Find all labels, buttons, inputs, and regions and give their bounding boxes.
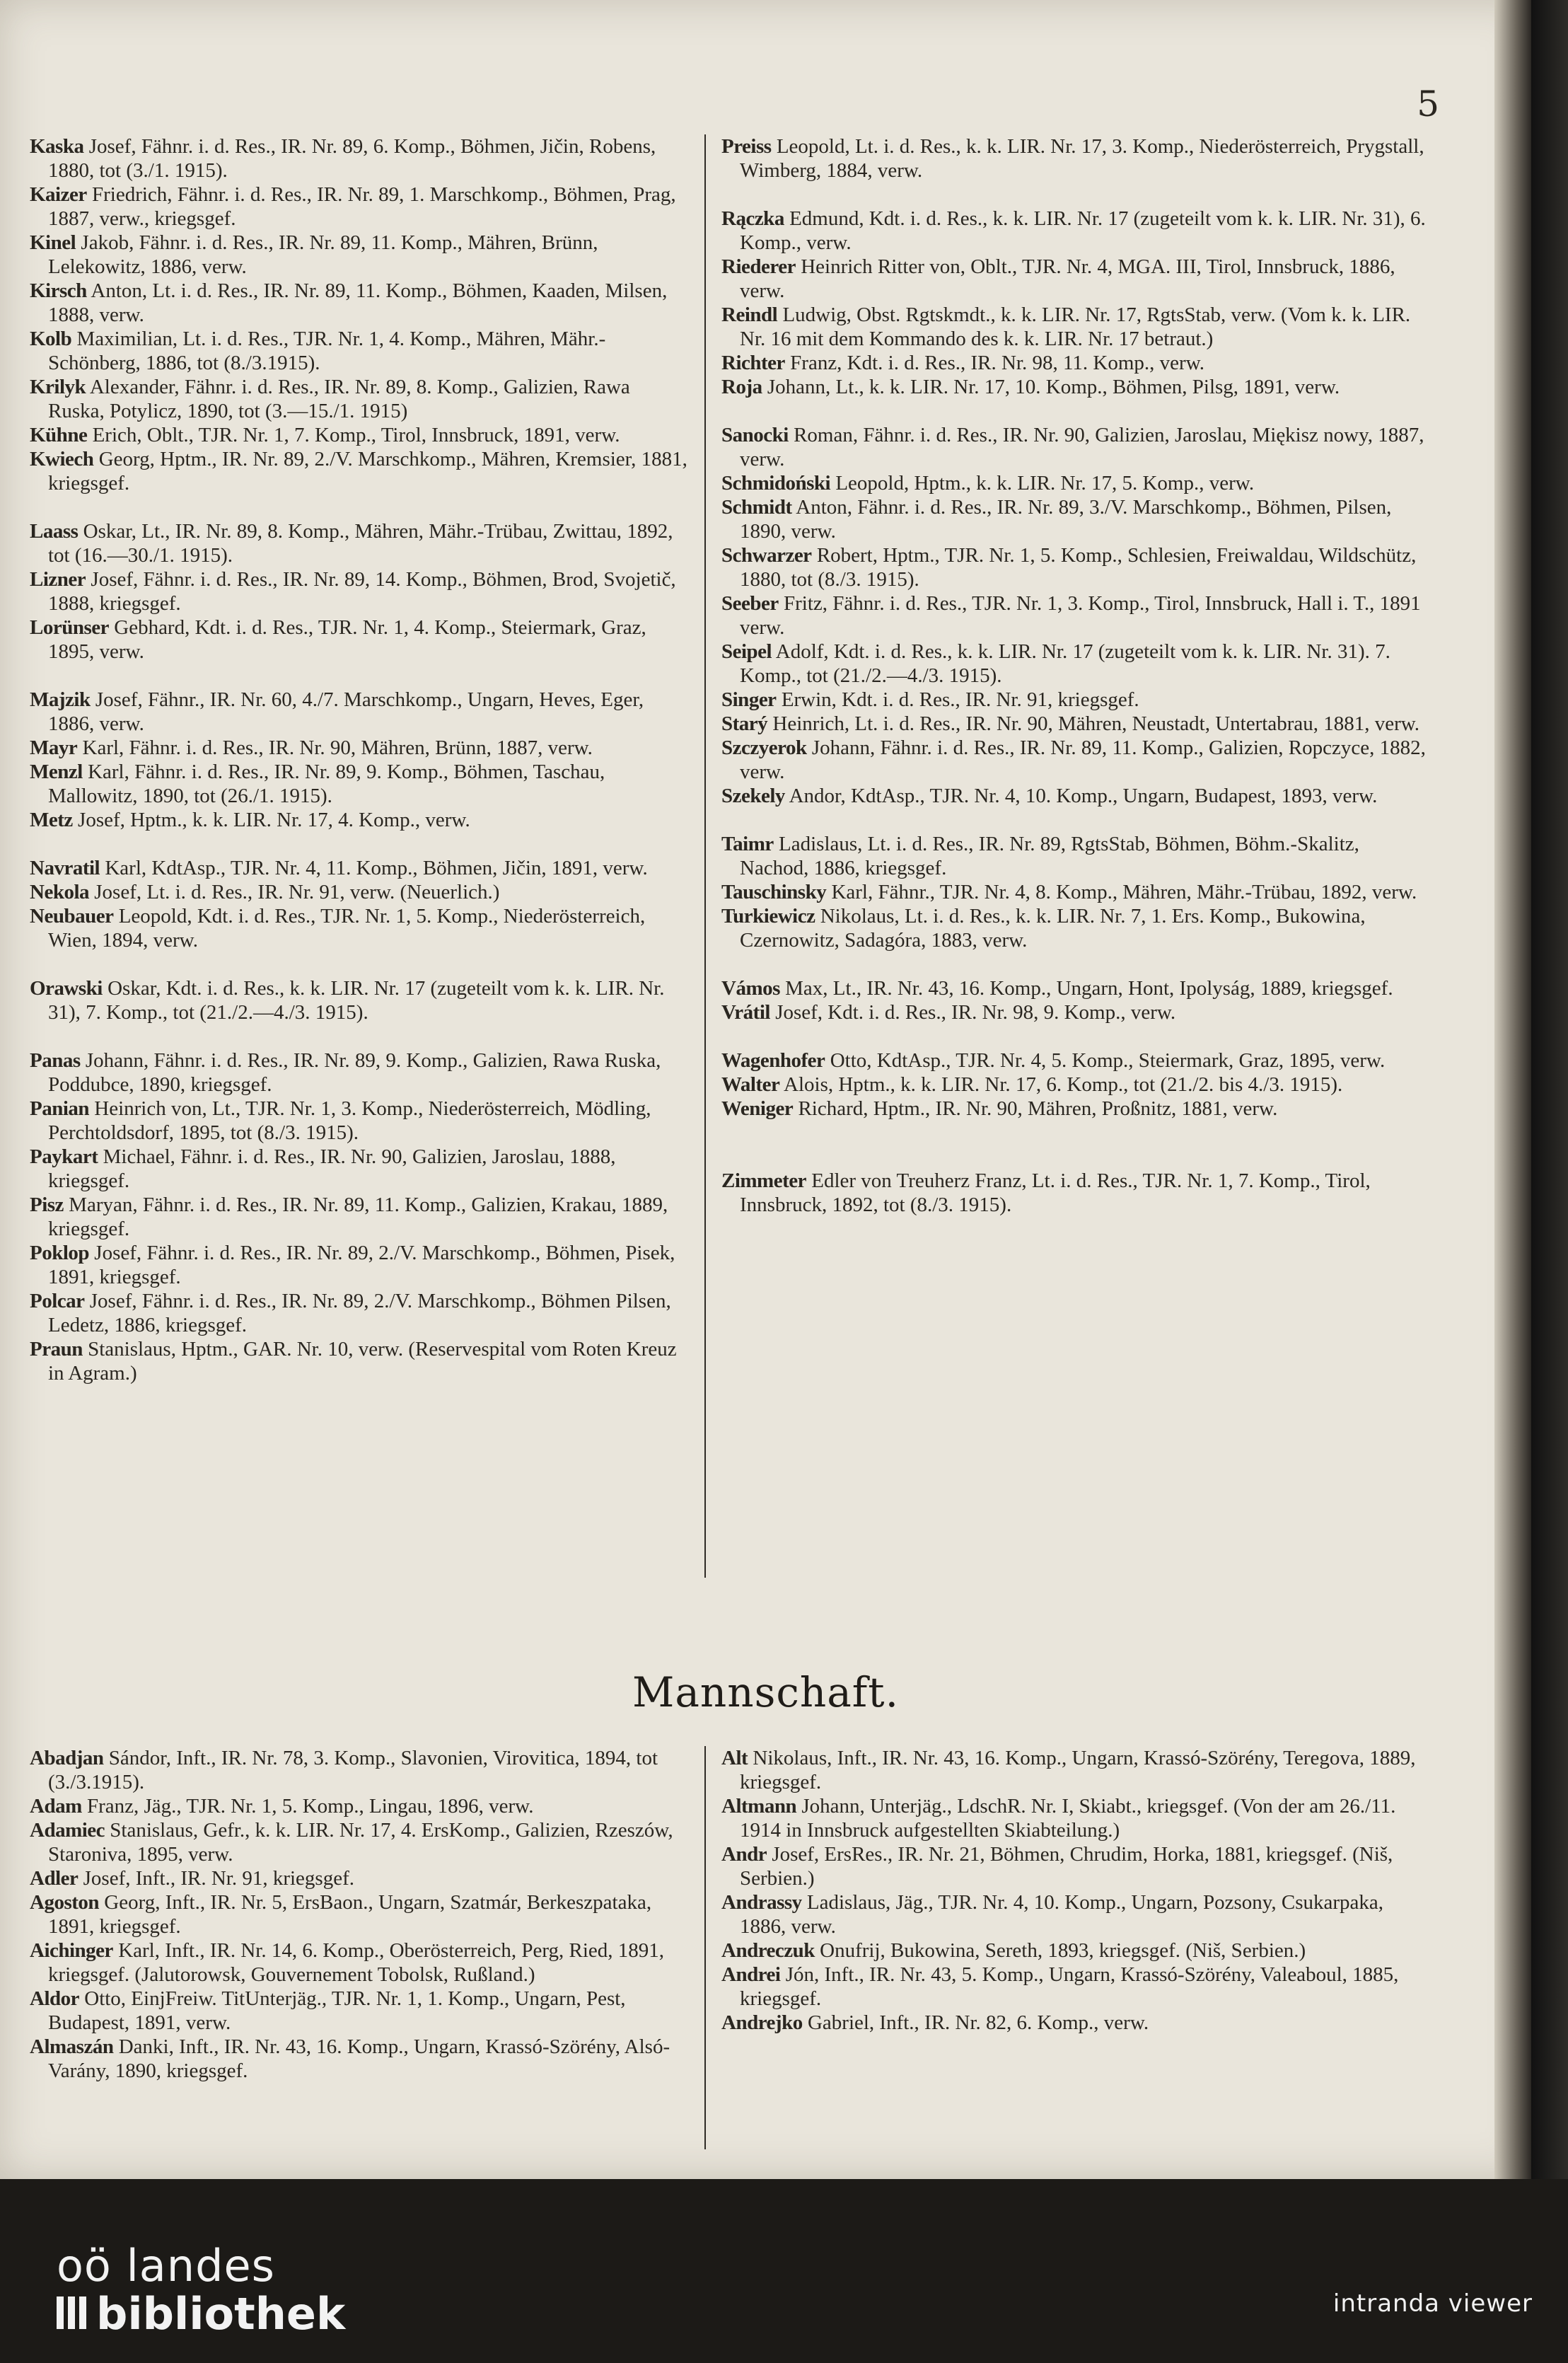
- entry-surname: Paykart: [30, 1145, 98, 1168]
- entry-surname: Kaska: [30, 135, 84, 158]
- entry-surname: Praun: [30, 1338, 83, 1360]
- entry-surname: Pisz: [30, 1194, 64, 1216]
- logo-line-2: [57, 2289, 345, 2339]
- entry-details: Nikolaus, Lt. i. d. Res., k. k. LIR. Nr. 7, 1. Ers. Komp., Bukowina, Czernowitz, Sadagóra, 1883, verw.: [740, 905, 1366, 952]
- entry-details: Karl, Fähnr. i. d. Res., IR. Nr. 90, Mähren, Brünn, 1887, verw.: [77, 736, 593, 759]
- roster-entry: [721, 1842, 1429, 1890]
- entry-details: Johann, Fähnr. i. d. Res., IR. Nr. 89, 11. Komp., Galizien, Ropczyce, 1882, verw.: [740, 736, 1426, 783]
- roster-entry: [30, 2035, 687, 2083]
- entry-details: Leopold, Hptm., k. k. LIR. Nr. 17, 5. Komp., verw.: [830, 472, 1255, 495]
- entry-surname: Nekola: [30, 881, 89, 903]
- entry-details: Franz, Jäg., TJR. Nr. 1, 5. Komp., Lingau, 1896, verw.: [81, 1795, 534, 1818]
- entry-details: Anton, Fähnr. i. d. Res., IR. Nr. 89, 3./V. Marschkomp., Böhmen, Pilsen, 1890, verw.: [740, 496, 1392, 543]
- entry-surname: Szczyerok: [721, 736, 807, 759]
- roster-entry: [30, 447, 687, 495]
- entry-surname: Alt: [721, 1747, 748, 1769]
- entry-surname: Neubauer: [30, 905, 114, 928]
- entry-details: Gabriel, Inft., IR. Nr. 82, 6. Komp., verw.: [802, 2011, 1149, 2034]
- entry-details: Friedrich, Fähnr. i. d. Res., IR. Nr. 89, 1. Marschkomp., Böhmen, Prag, 1887, verw., kriegsgef.: [48, 183, 676, 230]
- entry-spacer: [30, 1024, 687, 1048]
- column-divider: [704, 134, 706, 1578]
- entry-details: Ludwig, Obst. Rgtskmdt., k. k. LIR. Nr. 17, RgtsStab, verw. (Vom k. k. LIR. Nr. 16 mit dem Kommando des k. k. LIR. Nr. 17 betraut.): [740, 304, 1411, 350]
- roster-entry: [30, 1890, 687, 1939]
- entry-details: Stanislaus, Hptm., GAR. Nr. 10, verw. (Reservespital vom Roten Kreuz in Agram.): [48, 1338, 677, 1385]
- roster-entry: [721, 303, 1429, 351]
- entry-details: Franz, Kdt. i. d. Res., IR. Nr. 98, 11. Komp., verw.: [784, 352, 1205, 374]
- entry-surname: Aldor: [30, 1987, 79, 2010]
- entry-surname: Laass: [30, 520, 79, 543]
- roster-entry: [721, 976, 1429, 1000]
- entry-surname: Taimr: [721, 833, 774, 855]
- entry-spacer: [721, 183, 1429, 207]
- entry-details: Josef, Kdt. i. d. Res., IR. Nr. 98, 9. Komp., verw.: [770, 1001, 1176, 1024]
- entry-details: Georg, Inft., IR. Nr. 5, ErsBaon., Ungarn, Szatmár, Berkeszpataka, 1891, kriegsgef.: [48, 1891, 652, 1938]
- entry-details: Edmund, Kdt. i. d. Res., k. k. LIR. Nr. 17 (zugeteilt vom k. k. LIR. Nr. 31), 6. Komp., verw.: [740, 207, 1426, 254]
- entry-details: Edler von Treuherz Franz, Lt. i. d. Res., TJR. Nr. 1, 7. Komp., Tirol, Innsbruck, 1892, tot (8./3. 1915).: [740, 1169, 1371, 1216]
- entry-details: Karl, Fähnr. i. d. Res., IR. Nr. 89, 9. Komp., Böhmen, Taschau, Mallowitz, 1890, tot (26./1. 1915).: [48, 761, 605, 807]
- entry-surname: Richter: [721, 352, 785, 374]
- roster-entry: [30, 519, 687, 567]
- roster-entry: [30, 1337, 687, 1385]
- roster-entry: [30, 279, 687, 327]
- entry-surname: Aichinger: [30, 1939, 113, 1962]
- roster-entry: [30, 1746, 687, 1794]
- roster-entry: [30, 760, 687, 808]
- roster-entry: [721, 904, 1429, 952]
- entry-surname: Orawski: [30, 977, 103, 1000]
- entry-details: Oskar, Kdt. i. d. Res., k. k. LIR. Nr. 17 (zugeteilt vom k. k. LIR. Nr. 31), 7. Komp., tot (21./2.—4./3. 1915).: [48, 977, 665, 1024]
- entry-surname: Kirsch: [30, 279, 87, 302]
- entry-details: Josef, Fähnr., IR. Nr. 60, 4./7. Marschkomp., Ungarn, Heves, Eger, 1886, verw.: [48, 688, 644, 735]
- roster-entry: [30, 904, 687, 952]
- entry-surname: Adam: [30, 1795, 82, 1818]
- page-number: 5: [1417, 83, 1439, 125]
- entry-details: Fritz, Fähnr. i. d. Res., TJR. Nr. 1, 3. Komp., Tirol, Innsbruck, Hall i. T., 1891 verw.: [740, 592, 1421, 639]
- entry-details: Erwin, Kdt. i. d. Res., IR. Nr. 91, kriegsgef.: [776, 688, 1139, 711]
- entry-surname: Zimmeter: [721, 1169, 806, 1192]
- entry-details: Robert, Hptm., TJR. Nr. 1, 5. Komp., Schlesien, Freiwaldau, Wildschütz, 1880, tot (8./3. 1915).: [740, 544, 1417, 591]
- entry-surname: Schwarzer: [721, 544, 812, 567]
- roster-entry: [30, 1241, 687, 1289]
- roster-entry: [30, 1818, 687, 1866]
- officer-list-right: [721, 134, 1429, 1217]
- entry-details: Jón, Inft., IR. Nr. 43, 5. Komp., Ungarn, Krassó-Szörény, Valeaboul, 1885, kriegsgef.: [740, 1963, 1399, 2010]
- entry-surname: Wagenhofer: [721, 1049, 825, 1072]
- entry-details: Ladislaus, Jäg., TJR. Nr. 4, 10. Komp., Ungarn, Pozsony, Csukarpaka, 1886, verw.: [740, 1891, 1384, 1938]
- entry-surname: Kolb: [30, 328, 72, 350]
- entry-surname: Sanocki: [721, 424, 789, 446]
- entry-details: Josef, Fähnr. i. d. Res., IR. Nr. 89, 2./V. Marschkomp., Böhmen, Pisek, 1891, kriegsgef.: [48, 1242, 675, 1288]
- entry-spacer: [30, 495, 687, 519]
- roster-entry: [30, 1939, 687, 1987]
- entry-surname: Schmidt: [721, 496, 792, 519]
- roster-entry: [721, 832, 1429, 880]
- mannschaft-list-right: [721, 1746, 1429, 2035]
- roster-entry: [721, 471, 1429, 495]
- entry-spacer: [721, 1145, 1429, 1169]
- entry-details: Karl, Inft., IR. Nr. 14, 6. Komp., Oberösterreich, Perg, Ried, 1891, kriegsgef. (Jalutorowsk, Gouvernement Tobolsk, Rußland.): [48, 1939, 665, 1986]
- roster-entry: [721, 1746, 1429, 1794]
- entry-surname: Starý: [721, 712, 768, 735]
- entry-details: Alexander, Fähnr. i. d. Res., IR. Nr. 89, 8. Komp., Galizien, Rawa Ruska, Potylicz, 1890, tot (3.—15./1. 1915): [48, 376, 630, 422]
- entry-surname: Riederer: [721, 255, 796, 278]
- entry-surname: Szekely: [721, 785, 785, 807]
- entry-details: Jakob, Fähnr. i. d. Res., IR. Nr. 89, 11. Komp., Mähren, Brünn, Lelekowitz, 1886, verw.: [48, 231, 598, 278]
- viewer-brand-label[interactable]: intranda viewer: [1332, 2289, 1533, 2318]
- entry-details: Adolf, Kdt. i. d. Res., k. k. LIR. Nr. 17 (zugeteilt vom k. k. LIR. Nr. 31). 7. Komp., tot (21./2.—4./3. 1915).: [740, 640, 1390, 687]
- entry-surname: Andr: [721, 1843, 767, 1866]
- entry-details: Leopold, Lt. i. d. Res., k. k. LIR. Nr. 17, 3. Komp., Niederösterreich, Prygstall, Wimberg, 1884, verw.: [740, 135, 1424, 182]
- book-spine: [1531, 0, 1568, 2363]
- roster-entry: [721, 591, 1429, 640]
- entry-surname: Mayr: [30, 736, 78, 759]
- entry-details: Josef, ErsRes., IR. Nr. 21, Böhmen, Chrudim, Horka, 1881, kriegsgef. (Niš, Serbien.): [740, 1843, 1393, 1890]
- roster-entry: [30, 976, 687, 1024]
- entry-surname: Vámos: [721, 977, 780, 1000]
- entry-surname: Seipel: [721, 640, 772, 663]
- entry-surname: Andrejko: [721, 2011, 803, 2034]
- entry-details: Johann, Lt., k. k. LIR. Nr. 17, 10. Komp., Böhmen, Pilsg, 1891, verw.: [762, 376, 1340, 398]
- entry-surname: Schmidoński: [721, 472, 831, 495]
- entry-details: Heinrich von, Lt., TJR. Nr. 1, 3. Komp., Niederösterreich, Mödling, Perchtoldsdorf, 1895, tot (8./3. 1915).: [48, 1097, 651, 1144]
- roster-entry: [721, 1890, 1429, 1939]
- entry-details: Maximilian, Lt. i. d. Res., TJR. Nr. 1, 4. Komp., Mähren, Mähr.-Schönberg, 1886, tot (8./3.1915).: [48, 328, 606, 374]
- entry-details: Gebhard, Kdt. i. d. Res., TJR. Nr. 1, 4. Komp., Steiermark, Graz, 1895, verw.: [48, 616, 646, 663]
- entry-surname: Poklop: [30, 1242, 90, 1264]
- entry-details: Richard, Hptm., IR. Nr. 90, Mähren, Proßnitz, 1881, verw.: [793, 1097, 1278, 1120]
- section-heading: Mannschaft.: [632, 1668, 900, 1716]
- entry-details: Leopold, Kdt. i. d. Res., TJR. Nr. 1, 5. Komp., Niederösterreich, Wien, 1894, verw.: [48, 905, 646, 952]
- entry-details: Ladislaus, Lt. i. d. Res., IR. Nr. 89, RgtsStab, Böhmen, Böhm.-Skalitz, Nachod, 1886, kriegsgef.: [740, 833, 1359, 879]
- library-logo[interactable]: [57, 2240, 346, 2340]
- entry-details: Alois, Hptm., k. k. LIR. Nr. 17, 6. Komp., tot (21./2. bis 4./3. 1915).: [779, 1073, 1343, 1096]
- entry-surname: Panas: [30, 1049, 81, 1072]
- entry-details: Karl, Fähnr., TJR. Nr. 4, 8. Komp., Mähren, Mähr.-Trübau, 1892, verw.: [826, 881, 1417, 903]
- entry-surname: Singer: [721, 688, 777, 711]
- entry-surname: Lorünser: [30, 616, 109, 639]
- roster-entry: [721, 736, 1429, 784]
- entry-details: Max, Lt., IR. Nr. 43, 16. Komp., Ungarn, Hont, Ipolyság, 1889, kriegsgef.: [779, 977, 1393, 1000]
- entry-spacer: [721, 808, 1429, 832]
- column-divider-lower: [704, 1746, 706, 2149]
- roster-entry: [721, 134, 1429, 183]
- entry-surname: Andreczuk: [721, 1939, 815, 1962]
- roster-entry: [30, 1145, 687, 1193]
- roster-entry: [30, 567, 687, 616]
- entry-details: Roman, Fähnr. i. d. Res., IR. Nr. 90, Galizien, Jaroslau, Miękisz nowy, 1887, verw.: [740, 424, 1424, 470]
- entry-details: Danki, Inft., IR. Nr. 43, 16. Komp., Ungarn, Krassó-Szörény, Alsó-Varány, 1890, kriegsgef.: [48, 2035, 670, 2082]
- entry-surname: Kinel: [30, 231, 76, 254]
- entry-surname: Walter: [721, 1073, 780, 1096]
- entry-surname: Majzik: [30, 688, 91, 711]
- entry-details: Josef, Inft., IR. Nr. 91, kriegsgef.: [78, 1867, 354, 1890]
- entry-details: Anton, Lt. i. d. Res., IR. Nr. 89, 11. Komp., Böhmen, Kaaden, Milsen, 1888, verw.: [48, 279, 668, 326]
- roster-entry: [721, 351, 1429, 375]
- logo-line-2-text: bibliothek: [96, 2288, 346, 2340]
- page-gutter-shadow: [1494, 0, 1531, 2179]
- entry-details: Johann, Unterjäg., LdschR. Nr. I, Skiabt., kriegsgef. (Von der am 26./11. 1914 in Innsbruck aufgestellten Skiabteilung.): [740, 1795, 1396, 1842]
- roster-entry: [721, 1794, 1429, 1842]
- roster-entry: [721, 375, 1429, 399]
- entry-surname: Seeber: [721, 592, 779, 615]
- entry-surname: Kwiech: [30, 448, 94, 470]
- roster-entry: [30, 375, 687, 423]
- mannschaft-list-left: [30, 1746, 687, 2083]
- entry-surname: Rączka: [721, 207, 784, 230]
- entry-spacer: [30, 832, 687, 856]
- entry-details: Josef, Fähnr. i. d. Res., IR. Nr. 89, 2./V. Marschkomp., Böhmen Pilsen, Ledetz, 1886, kriegsgef.: [48, 1290, 671, 1336]
- entry-surname: Kaizer: [30, 183, 87, 206]
- entry-surname: Lizner: [30, 568, 86, 591]
- entry-surname: Abadjan: [30, 1747, 104, 1769]
- roster-entry: [30, 327, 687, 375]
- entry-details: Josef, Lt. i. d. Res., IR. Nr. 91, verw. (Neuerlich.): [89, 881, 500, 903]
- entry-details: Heinrich Ritter von, Oblt., TJR. Nr. 4, MGA. III, Tirol, Innsbruck, 1886, verw.: [740, 255, 1395, 302]
- roster-entry: [30, 808, 687, 832]
- roster-entry: [721, 1000, 1429, 1024]
- entry-surname: Adler: [30, 1867, 79, 1890]
- roster-entry: [30, 1794, 687, 1818]
- entry-details: Onufrij, Bukowina, Sereth, 1893, kriegsgef. (Niš, Serbien.): [814, 1939, 1306, 1962]
- roster-entry: [30, 1987, 687, 2035]
- entry-details: Stanislaus, Gefr., k. k. LIR. Nr. 17, 4. ErsKomp., Galizien, Rzeszów, Staroniva, 1895, verw.: [48, 1819, 673, 1866]
- entry-surname: Navratil: [30, 857, 100, 879]
- roster-entry: [30, 688, 687, 736]
- entry-details: Erich, Oblt., TJR. Nr. 1, 7. Komp., Tirol, Innsbruck, 1891, verw.: [87, 424, 620, 446]
- entry-details: Maryan, Fähnr. i. d. Res., IR. Nr. 89, 11. Komp., Galizien, Krakau, 1889, kriegsgef.: [48, 1194, 668, 1240]
- entry-surname: Adamiec: [30, 1819, 105, 1842]
- roster-entry: [30, 1048, 687, 1097]
- roster-entry: [30, 1866, 687, 1890]
- entry-spacer: [721, 1024, 1429, 1048]
- roster-entry: [30, 1289, 687, 1337]
- roster-entry: [30, 183, 687, 231]
- library-bars-icon: [57, 2289, 91, 2339]
- entry-surname: Polcar: [30, 1290, 85, 1312]
- roster-entry: [30, 880, 687, 904]
- roster-entry: [721, 495, 1429, 543]
- roster-entry: [30, 423, 687, 447]
- entry-surname: Andrassy: [721, 1891, 802, 1914]
- entry-details: Josef, Fähnr. i. d. Res., IR. Nr. 89, 6. Komp., Böhmen, Jičin, Robens, 1880, tot (3./1. 1915).: [48, 135, 656, 182]
- entry-surname: Panian: [30, 1097, 90, 1120]
- entry-details: Heinrich, Lt. i. d. Res., IR. Nr. 90, Mähren, Neustadt, Untertabrau, 1881, verw.: [767, 712, 1420, 735]
- roster-entry: [30, 231, 687, 279]
- entry-details: Michael, Fähnr. i. d. Res., IR. Nr. 90, Galizien, Jaroslau, 1888, kriegsgef.: [48, 1145, 616, 1192]
- entry-surname: Altmann: [721, 1795, 797, 1818]
- entry-surname: Almaszán: [30, 2035, 114, 2058]
- entry-surname: Vrátil: [721, 1001, 770, 1024]
- entry-surname: Krilyk: [30, 376, 86, 398]
- roster-entry: [721, 712, 1429, 736]
- entry-surname: Agoston: [30, 1891, 100, 1914]
- roster-entry: [721, 1073, 1429, 1097]
- roster-entry: [30, 856, 687, 880]
- entry-surname: Menzl: [30, 761, 83, 783]
- entry-spacer: [30, 952, 687, 976]
- roster-entry: [721, 784, 1429, 808]
- entry-surname: Reindl: [721, 304, 778, 326]
- roster-entry: [721, 1939, 1429, 1963]
- roster-entry: [721, 255, 1429, 303]
- roster-entry: [721, 1169, 1429, 1217]
- roster-entry: [721, 543, 1429, 591]
- roster-entry: [721, 688, 1429, 712]
- roster-entry: [721, 1963, 1429, 2011]
- entry-surname: Weniger: [721, 1097, 794, 1120]
- entry-details: Oskar, Lt., IR. Nr. 89, 8. Komp., Mähren, Mähr.-Trübau, Zwittau, 1892, tot (16.—30./1. 1915).: [48, 520, 673, 567]
- entry-spacer: [721, 399, 1429, 423]
- entry-details: Otto, KdtAsp., TJR. Nr. 4, 5. Komp., Steiermark, Graz, 1895, verw.: [825, 1049, 1386, 1072]
- entry-surname: Andrei: [721, 1963, 781, 1986]
- roster-entry: [721, 880, 1429, 904]
- roster-entry: [30, 1097, 687, 1145]
- roster-entry: [721, 1048, 1429, 1073]
- roster-entry: [721, 423, 1429, 471]
- entry-spacer: [721, 952, 1429, 976]
- entry-surname: Turkiewicz: [721, 905, 815, 928]
- logo-line-1: oö landes: [57, 2240, 275, 2292]
- roster-entry: [721, 1097, 1429, 1121]
- roster-entry: [30, 134, 687, 183]
- officer-list-left: [30, 134, 687, 1385]
- entry-details: Josef, Fähnr. i. d. Res., IR. Nr. 89, 14. Komp., Böhmen, Brod, Svojetič, 1888, kriegsgef.: [48, 568, 676, 615]
- entry-surname: Metz: [30, 809, 73, 831]
- entry-details: Otto, EinjFreiw. TitUnterjäg., TJR. Nr. 1, 1. Komp., Ungarn, Pest, Budapest, 1891, verw.: [48, 1987, 626, 2034]
- entry-details: Sándor, Inft., IR. Nr. 78, 3. Komp., Slavonien, Virovitica, 1894, tot (3./3.1915).: [48, 1747, 658, 1793]
- roster-entry: [721, 2011, 1429, 2035]
- roster-entry: [30, 736, 687, 760]
- entry-details: Josef, Hptm., k. k. LIR. Nr. 17, 4. Komp., verw.: [72, 809, 470, 831]
- entry-surname: Tauschinsky: [721, 881, 827, 903]
- entry-spacer: [721, 1121, 1429, 1145]
- roster-entry: [30, 616, 687, 664]
- entry-surname: Roja: [721, 376, 762, 398]
- roster-entry: [721, 207, 1429, 255]
- entry-details: Andor, KdtAsp., TJR. Nr. 4, 10. Komp., Ungarn, Budapest, 1893, verw.: [784, 785, 1378, 807]
- entry-details: Nikolaus, Inft., IR. Nr. 43, 16. Komp., Ungarn, Krassó-Szörény, Teregova, 1889, kriegsgef.: [740, 1747, 1416, 1793]
- entry-details: Karl, KdtAsp., TJR. Nr. 4, 11. Komp., Böhmen, Jičin, 1891, verw.: [100, 857, 648, 879]
- entry-details: Georg, Hptm., IR. Nr. 89, 2./V. Marschkomp., Mähren, Kremsier, 1881, kriegsgef.: [48, 448, 687, 495]
- roster-entry: [30, 1193, 687, 1241]
- entry-surname: Kühne: [30, 424, 88, 446]
- entry-details: Johann, Fähnr. i. d. Res., IR. Nr. 89, 9. Komp., Galizien, Rawa Ruska, Poddubce, 1890, kriegsgef.: [48, 1049, 661, 1096]
- entry-spacer: [30, 664, 687, 688]
- entry-surname: Preiss: [721, 135, 772, 158]
- roster-entry: [721, 640, 1429, 688]
